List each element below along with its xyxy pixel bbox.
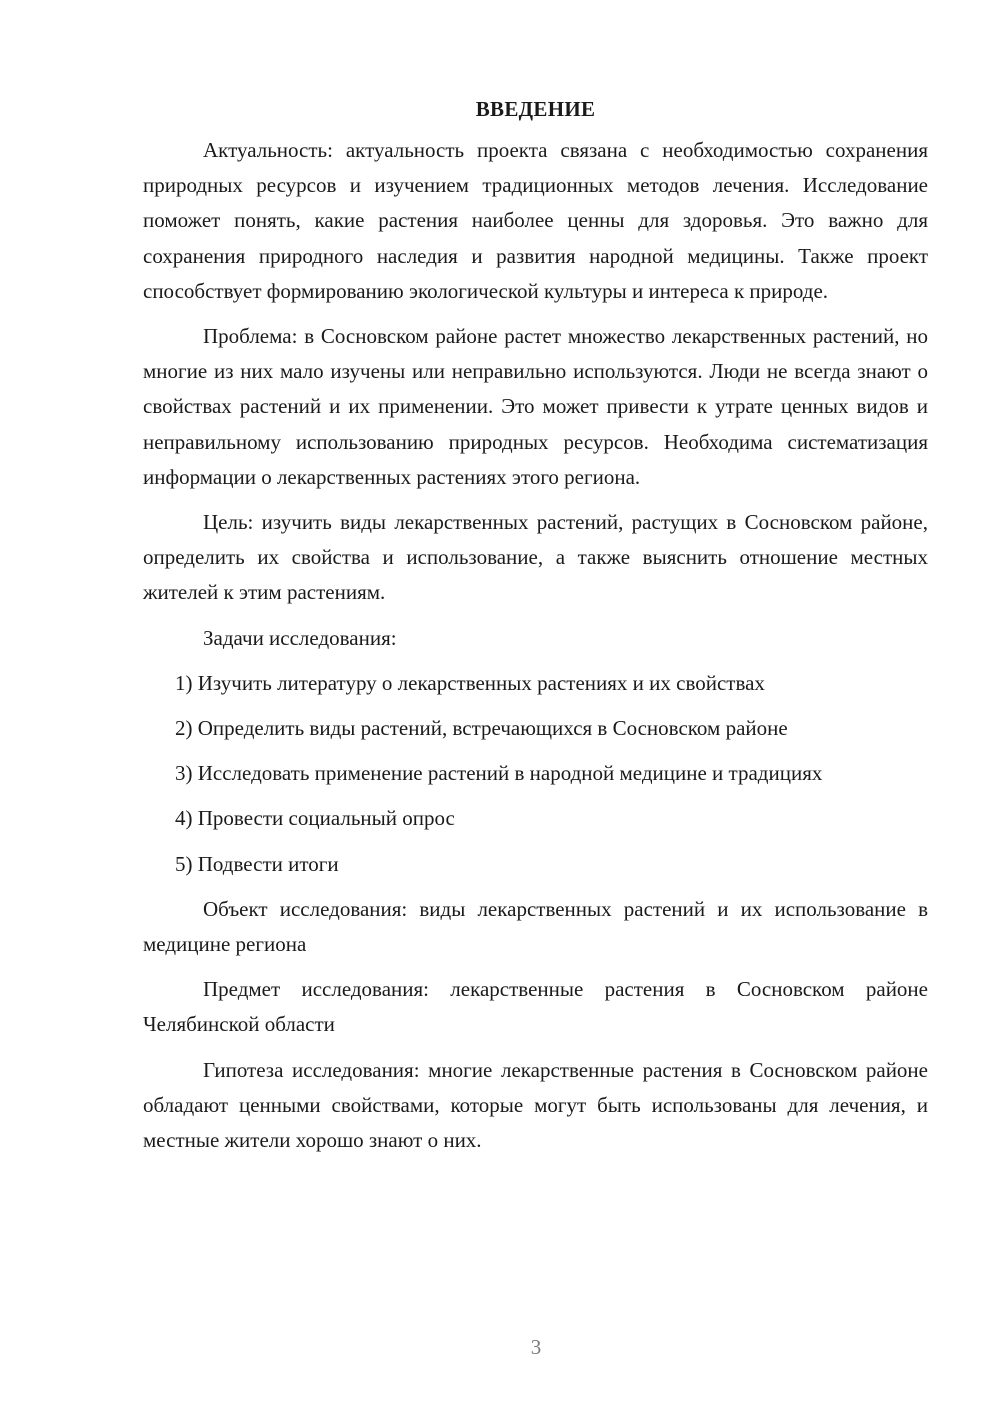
relevance-paragraph: Актуальность: актуальность проекта связана с необходимостью сохранения природных ресурсов и изучением традиционных методов лечения. Исследование поможет понять, какие растения наиболее ценны для здоровья. Это важно для сохранения природного наследия и развития народной медицины. Также проект способствует формированию экологической культуры и интереса к природе. <box>143 138 928 303</box>
page-number: 3 <box>530 1335 542 1359</box>
document-page <box>143 92 928 1168</box>
section-title: ВВЕДЕНИЕ <box>475 97 596 121</box>
task-item-5: 5) Подвести итоги <box>175 851 339 876</box>
object-paragraph: Объект исследования: виды лекарственных растений и их использование в медицине региона <box>143 896 928 957</box>
tasks-heading: Задачи исследования: <box>203 625 397 650</box>
task-item-1: 1) Изучить литературу о лекарственных растениях и их свойствах <box>175 670 765 695</box>
goal-paragraph: Цель: изучить виды лекарственных растений, растущих в Сосновском районе, определить их свойства и использование, а также выяснить отношение местных жителей к этим растениям. <box>143 510 928 605</box>
task-item-2: 2) Определить виды растений, встречающихся в Сосновском районе <box>175 716 788 741</box>
task-item-3: 3) Исследовать применение растений в народной медицине и традициях <box>175 761 823 786</box>
problem-paragraph: Проблема: в Сосновском районе растет множество лекарственных растений, но многие из них мало изучены или неправильно используются. Люди не всегда знают о свойствах растений и их применении. Это может привести к утрате ценных видов и неправильному использованию природных ресурсов. Необходима систематизация информации о лекарственных растениях этого региона. <box>143 324 928 489</box>
task-item-4: 4) Провести социальный опрос <box>175 806 455 831</box>
subject-paragraph: Предмет исследования: лекарственные растения в Сосновском районе Челябинской области <box>143 977 928 1037</box>
hypothesis-paragraph: Гипотеза исследования: многие лекарственные растения в Сосновском районе обладают ценными свойствами, которые могут быть использованы для лечения, и местные жители хорошо знают о них. <box>143 1057 928 1153</box>
